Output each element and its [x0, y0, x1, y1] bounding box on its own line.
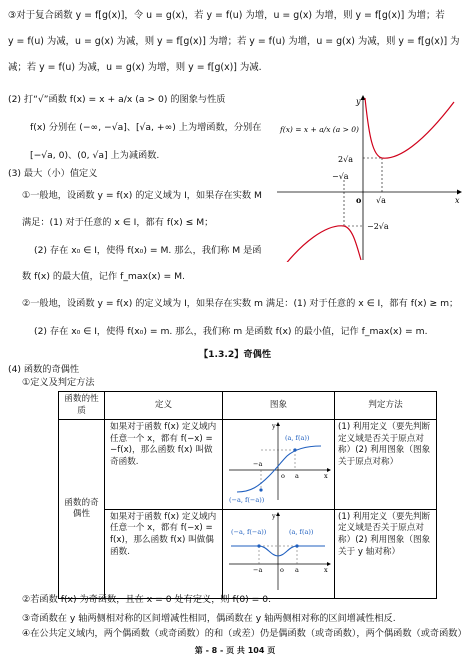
- text-check-function-decrease: [−√a, 0)、(0, √a] 上为减函数.: [30, 150, 160, 161]
- parity-table: [58, 391, 437, 599]
- table-header-graph: 图象: [223, 392, 335, 420]
- text-composite-3: 减；若 y = f(u) 为减，u = g(x) 为增，则 y = f[g(x)] 为减.: [8, 62, 262, 73]
- even-label-y: y: [272, 511, 276, 520]
- odd-label-a: a: [295, 472, 299, 481]
- table-header-method: 判定方法: [335, 392, 437, 420]
- text-parity-subtitle: ①定义及判定方法: [22, 377, 95, 388]
- even-point-minus-a: (−a, f(−a)): [231, 527, 267, 536]
- text-note-2: ②若函数 f(x) 为奇函数，且在 x = 0 处有定义，则 f(0) = 0.: [22, 594, 272, 605]
- text-composite-2: y = f(u) 为减，u = g(x) 为减，则 y = f[g(x)] 为增；若 y = f(u) 为增，u = g(x) 为减，则 y = f[g(x)] 为: [8, 36, 460, 47]
- odd-definition: 如果对于函数 f(x) 定义域内任意一个 x，都有 f(−x) = −f(x)，那么函数 f(x) 叫做奇函数.: [105, 420, 223, 510]
- odd-label-minus-a: −a: [253, 460, 263, 469]
- section-title-parity: 【1.3.2】奇偶性: [198, 349, 272, 360]
- even-label-x: x: [324, 565, 328, 574]
- odd-point-minus-a: (−a, f(−a)): [229, 496, 265, 505]
- text-parity-title: (4) 函数的奇偶性: [8, 364, 80, 375]
- table-header-definition: 定义: [105, 392, 223, 420]
- odd-label-o: o: [281, 472, 285, 481]
- text-max-def-2: 满足：(1) 对于任意的 x ∈ I，都有 f(x) ≤ M；: [22, 217, 214, 228]
- odd-label-y: y: [272, 422, 276, 431]
- text-check-function-increase: f(x) 分别在 (−∞, −√a]、[√a, +∞) 上为增函数，分别在: [30, 122, 262, 133]
- graph-label-minus-2sqrt-a: −2√a: [367, 222, 389, 231]
- text-max-def-1: ①一般地，设函数 y = f(x) 的定义域为 I，如果存在实数 M: [22, 190, 262, 201]
- odd-label-x: x: [324, 472, 328, 481]
- text-composite-1: ③对于复合函数 y = f[g(x)]，令 u = g(x)，若 y = f(u) 为增，u = g(x) 为增，则 y = f[g(x)] 为增；若: [8, 10, 445, 21]
- even-definition: 如果对于函数 f(x) 定义域内任意一个 x，都有 f(−x) = f(x)，那么函数 f(x) 叫做偶函数.: [105, 509, 223, 599]
- even-label-o: o: [280, 565, 284, 574]
- odd-method: (1) 利用定义（要先判断定义域是否关于原点对称）(2) 利用图象（图象关于原点对称）: [335, 420, 437, 510]
- graph-label-2sqrt-a: 2√a: [338, 155, 353, 164]
- curve-right-branch: [365, 98, 454, 158]
- text-note-3: ③奇函数在 y 轴两侧相对称的区间增减性相同，偶函数在 y 轴两侧相对称的区间增减性相反.: [22, 613, 396, 624]
- odd-curve: [237, 446, 321, 492]
- odd-function-graph: [223, 420, 333, 504]
- odd-graph-cell: [223, 420, 335, 510]
- graph-y-label: y: [356, 97, 361, 106]
- text-max-def-4: 数 f(x) 的最大值，记作 f_max(x) = M.: [22, 271, 185, 282]
- even-label-minus-a: −a: [253, 565, 263, 574]
- graph-label-origin: o: [356, 195, 362, 205]
- text-check-function-title: (2) 打“√”函数 f(x) = x + a/x (a > 0) 的图象与性质: [8, 94, 226, 105]
- page-footer: 第 - 8 - 页 共 104 页: [194, 646, 276, 655]
- graph-label-minus-sqrt-a: −√a: [332, 172, 349, 181]
- text-min-def-2: (2) 存在 x₀ ∈ I，使得 f(x₀) = m. 那么，我们称 m 是函数 f(x) 的最小值，记作 f_max(x) = m.: [34, 326, 428, 337]
- graph-label-sqrt-a: √a: [376, 196, 386, 205]
- text-maxmin-title: (3) 最大（小）值定义: [8, 168, 98, 179]
- table-row-label: 函数的奇偶性: [59, 420, 105, 599]
- graph-x-label: x: [455, 196, 460, 205]
- even-method: (1) 利用定义（要先判断定义域是否关于原点对称）(2) 利用图象（图象关于 y 轴对称）: [335, 509, 437, 599]
- graph-formula: f(x) = x + a/x (a > 0): [280, 125, 359, 134]
- table-header-property: 函数的性 质: [59, 392, 105, 420]
- even-graph-cell: [223, 509, 335, 599]
- text-max-def-3: (2) 存在 x₀ ∈ I，使得 f(x₀) = M. 那么，我们称 M 是函: [34, 245, 262, 256]
- curve-left-branch: [275, 226, 361, 262]
- check-function-graph: [272, 92, 467, 262]
- even-point-a: (a, f(a)): [289, 527, 314, 536]
- odd-point-a: (a, f(a)): [285, 434, 310, 443]
- text-min-def-1: ②一般地，设函数 y = f(x) 的定义域为 I，如果存在实数 m 满足：(1) 对于任意的 x ∈ I，都有 f(x) ≥ m；: [22, 298, 459, 309]
- even-label-a: a: [295, 565, 299, 574]
- even-function-graph: [223, 510, 333, 594]
- text-note-4: ④在公共定义域内，两个偶函数（或奇函数）的和（或差）仍是偶函数（或奇函数），两个偶函数（或奇函数）: [22, 628, 467, 639]
